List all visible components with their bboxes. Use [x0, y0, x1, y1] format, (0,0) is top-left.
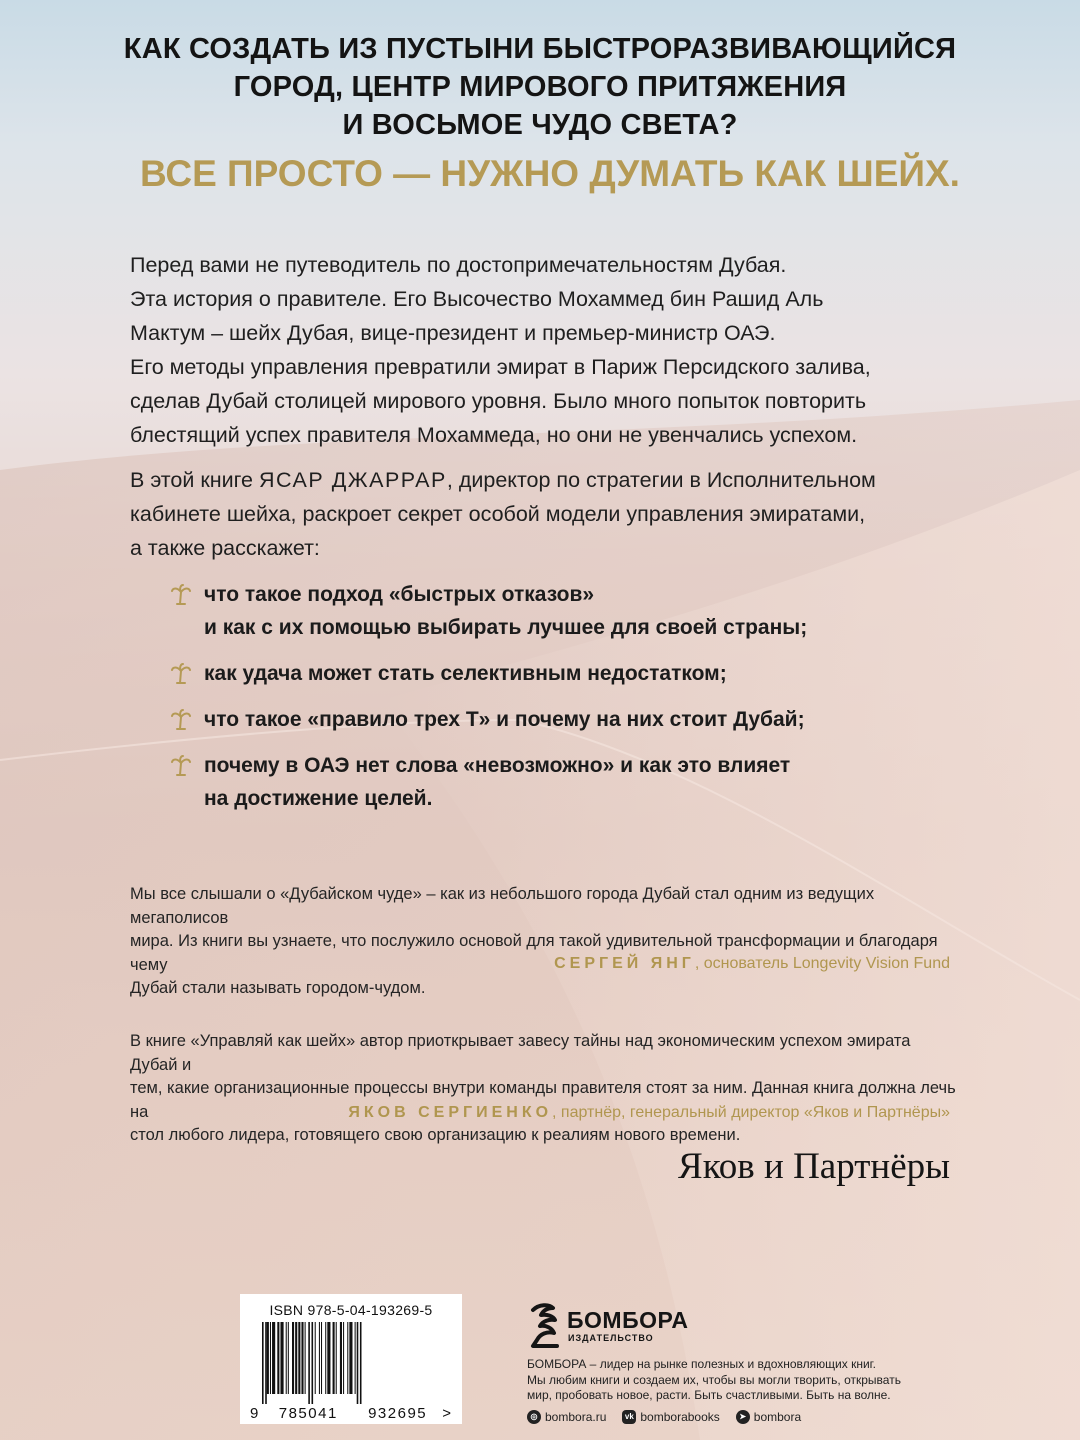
telegram-icon: ➤	[736, 1410, 750, 1424]
isbn-text: ISBN 978-5-04-193269-5	[269, 1302, 433, 1318]
social-telegram-text: bombora	[753, 1410, 802, 1424]
bullet-item	[170, 749, 970, 815]
barcode-bar	[292, 1322, 294, 1394]
intro-line-1: Перед вами не путеводитель по достопримечательностям Дубая.	[130, 253, 787, 277]
quote-1-author-role: , основатель Longevity Vision Fund	[694, 955, 950, 972]
barcode-bar	[327, 1322, 330, 1394]
bombora-logo	[527, 1302, 687, 1350]
barcode-bar	[298, 1322, 300, 1394]
social-vk-text: bomborabooks	[640, 1410, 720, 1424]
barcode-group-1: 785041	[278, 1405, 338, 1422]
quote-1-line-2: мира. Из книги вы узнаете, что послужило основой для такой удивительной трансформации и благодаря чему	[130, 932, 938, 974]
bombora-wave-icon	[527, 1302, 563, 1348]
quote-2-line-3: стол любого лидера, готовящего свою организацию к реалиям нового времени.	[130, 1126, 741, 1144]
barcode-bar	[301, 1322, 303, 1394]
barcode-guard-bar	[265, 1322, 267, 1404]
bullet-4-line-1: почему в ОАЭ нет слова «невозможно» и как это влияет	[204, 754, 791, 777]
quote-1-author-name: СЕРГЕЙ ЯНГ	[554, 955, 695, 972]
barcode-bar	[347, 1322, 348, 1394]
barcode-bar	[321, 1322, 322, 1394]
bombora-name: БОМБОРА	[567, 1307, 689, 1333]
barcode-bar	[270, 1322, 271, 1394]
barcode-bar	[343, 1322, 344, 1394]
barcode-bar	[288, 1322, 289, 1394]
quote-2-line-1: В книге «Управляй как шейх» автор приоткрывает завесу тайны над экономическим успехом эмирата Дубай и	[130, 1032, 911, 1074]
book-intro-rest: , директор по стратегии в Исполнительном	[446, 468, 876, 492]
palm-tree-icon	[170, 708, 192, 730]
barcode-bar	[286, 1322, 287, 1394]
book-intro-paragraph	[130, 463, 960, 565]
barcode-digits	[250, 1405, 452, 1422]
quote-1-author	[554, 953, 950, 975]
intro-line-6: блестящий успех правителя Мохаммеда, но они не увенчались успехом.	[130, 423, 858, 447]
book-intro-line-2: кабинете шейха, раскроет секрет особой модели управления эмиратами,	[130, 502, 866, 526]
barcode-bar	[315, 1322, 316, 1394]
publisher-description	[527, 1357, 907, 1404]
palm-tree-icon	[170, 583, 192, 605]
barcode-bar	[272, 1322, 275, 1394]
quote-2-author-role: , партнёр, генеральный директор «Яков и Партнёры»	[552, 1104, 950, 1121]
quote-2-line-2: тем, какие организационные процессы внутри команды правителя стоят за ним. Данная книга должна лечь на	[130, 1079, 956, 1121]
intro-line-2: Эта история о правителе. Его Высочество Мохаммед бин Рашид Аль	[130, 287, 824, 311]
barcode-guard-bar	[360, 1322, 362, 1404]
barcode-guard-bar	[312, 1322, 314, 1404]
subheadline: ВСЕ ПРОСТО — НУЖНО ДУМАТЬ КАК ШЕЙХ.	[140, 153, 960, 194]
social-website-text: bombora.ru	[545, 1410, 607, 1424]
bullet-item	[170, 657, 970, 690]
bullet-4-line-2: на достижение целей.	[204, 787, 433, 810]
bullet-item	[170, 703, 970, 736]
barcode-block	[240, 1294, 462, 1424]
publisher-socials	[527, 1410, 801, 1424]
intro-line-3: Мактум – шейх Дубая, вице-президент и премьер-министр ОАЭ.	[130, 321, 776, 345]
barcode-bar	[280, 1322, 283, 1394]
social-website[interactable]	[527, 1410, 606, 1424]
quote-1-line-1: Мы все слышали о «Дубайском чуде» – как из небольшого города Дубай стал одним из ведущих мегаполисов	[130, 885, 875, 927]
barcode-bar	[349, 1322, 352, 1394]
quote-yang	[130, 883, 960, 1001]
quote-1-line-3: Дубай стали называть городом-чудом.	[130, 979, 426, 997]
book-intro-line-1	[130, 463, 960, 497]
barcode-bar	[267, 1322, 269, 1394]
publisher-desc-line-1: БОМБОРА – лидер на рынке полезных и вдохновляющих книг.	[527, 1357, 876, 1371]
barcode-bar	[340, 1322, 342, 1394]
intro-paragraph	[130, 248, 960, 452]
social-telegram[interactable]	[736, 1410, 801, 1424]
intro-line-4: Его методы управления превратили эмират в Париж Персидского залива,	[130, 355, 871, 379]
quote-2-author-name: ЯКОВ СЕРГИЕНКО	[348, 1104, 553, 1121]
publisher-desc-line-3: мир, пробовать новое, расти. Быть счастливыми. Быть на волне.	[527, 1388, 891, 1402]
barcode-end-mark: >	[442, 1405, 452, 1422]
headline-line-2: ГОРОД, ЦЕНТР МИРОВОГО ПРИТЯЖЕНИЯ	[233, 71, 847, 103]
book-intro-line-3: а также расскажет:	[130, 536, 320, 560]
bullet-1-line-1: что такое подход «быстрых отказов»	[204, 583, 595, 606]
barcode-group-2: 932695	[368, 1405, 428, 1422]
bombora-subtitle: ИЗДАТЕЛЬСТВО	[568, 1333, 654, 1343]
quote-2-author	[348, 1102, 950, 1124]
barcode-bar	[355, 1322, 356, 1394]
bullet-item	[170, 578, 970, 644]
barcode-bar	[319, 1322, 320, 1394]
barcode-bar	[305, 1322, 306, 1394]
bullet-1-line-2: и как с их помощью выбирать лучшее для своей страны;	[204, 616, 808, 639]
bullet-list	[170, 578, 970, 828]
partner-logo: Яков и Партнёры	[678, 1146, 950, 1187]
headline	[60, 30, 1020, 144]
globe-icon: ◎	[527, 1410, 541, 1424]
barcode-guard-bar	[357, 1322, 359, 1404]
vk-icon: vk	[622, 1410, 636, 1424]
barcode-guard-bar	[308, 1322, 310, 1404]
headline-line-1: КАК СОЗДАТЬ ИЗ ПУСТЫНИ БЫСТРОРАЗВИВАЮЩИЙСЯ	[123, 33, 957, 65]
book-author-name: ЯСАР ДЖАРРАР	[258, 468, 447, 492]
publisher-desc-line-2: Мы любим книги и создаем их, чтобы вы могли творить, открывать	[527, 1372, 901, 1387]
barcode-digit-first: 9	[250, 1405, 259, 1422]
headline-line-3: И ВОСЬМОЕ ЧУДО СВЕТА?	[342, 109, 738, 141]
barcode-bar	[333, 1322, 335, 1394]
quote-sergienko	[130, 1030, 960, 1148]
barcode-bar	[277, 1322, 279, 1394]
barcode-bar	[295, 1322, 297, 1394]
barcode-guard-bar	[262, 1322, 264, 1404]
book-intro-prefix: В этой книге	[130, 468, 259, 492]
bullet-2-line-1: как удача может стать селективным недостатком;	[204, 662, 727, 685]
barcode-bar	[325, 1322, 326, 1394]
intro-line-5: сделав Дубай столицей мирового уровня. Было много попыток повторить	[130, 389, 867, 413]
barcode-bar	[336, 1322, 337, 1394]
social-vk[interactable]	[622, 1410, 719, 1424]
barcode-bars	[250, 1322, 450, 1404]
bullet-3-line-1: что такое «правило трех Т» и почему на них стоит Дубай;	[204, 708, 805, 731]
palm-tree-icon	[170, 754, 192, 776]
palm-tree-icon	[170, 662, 192, 684]
